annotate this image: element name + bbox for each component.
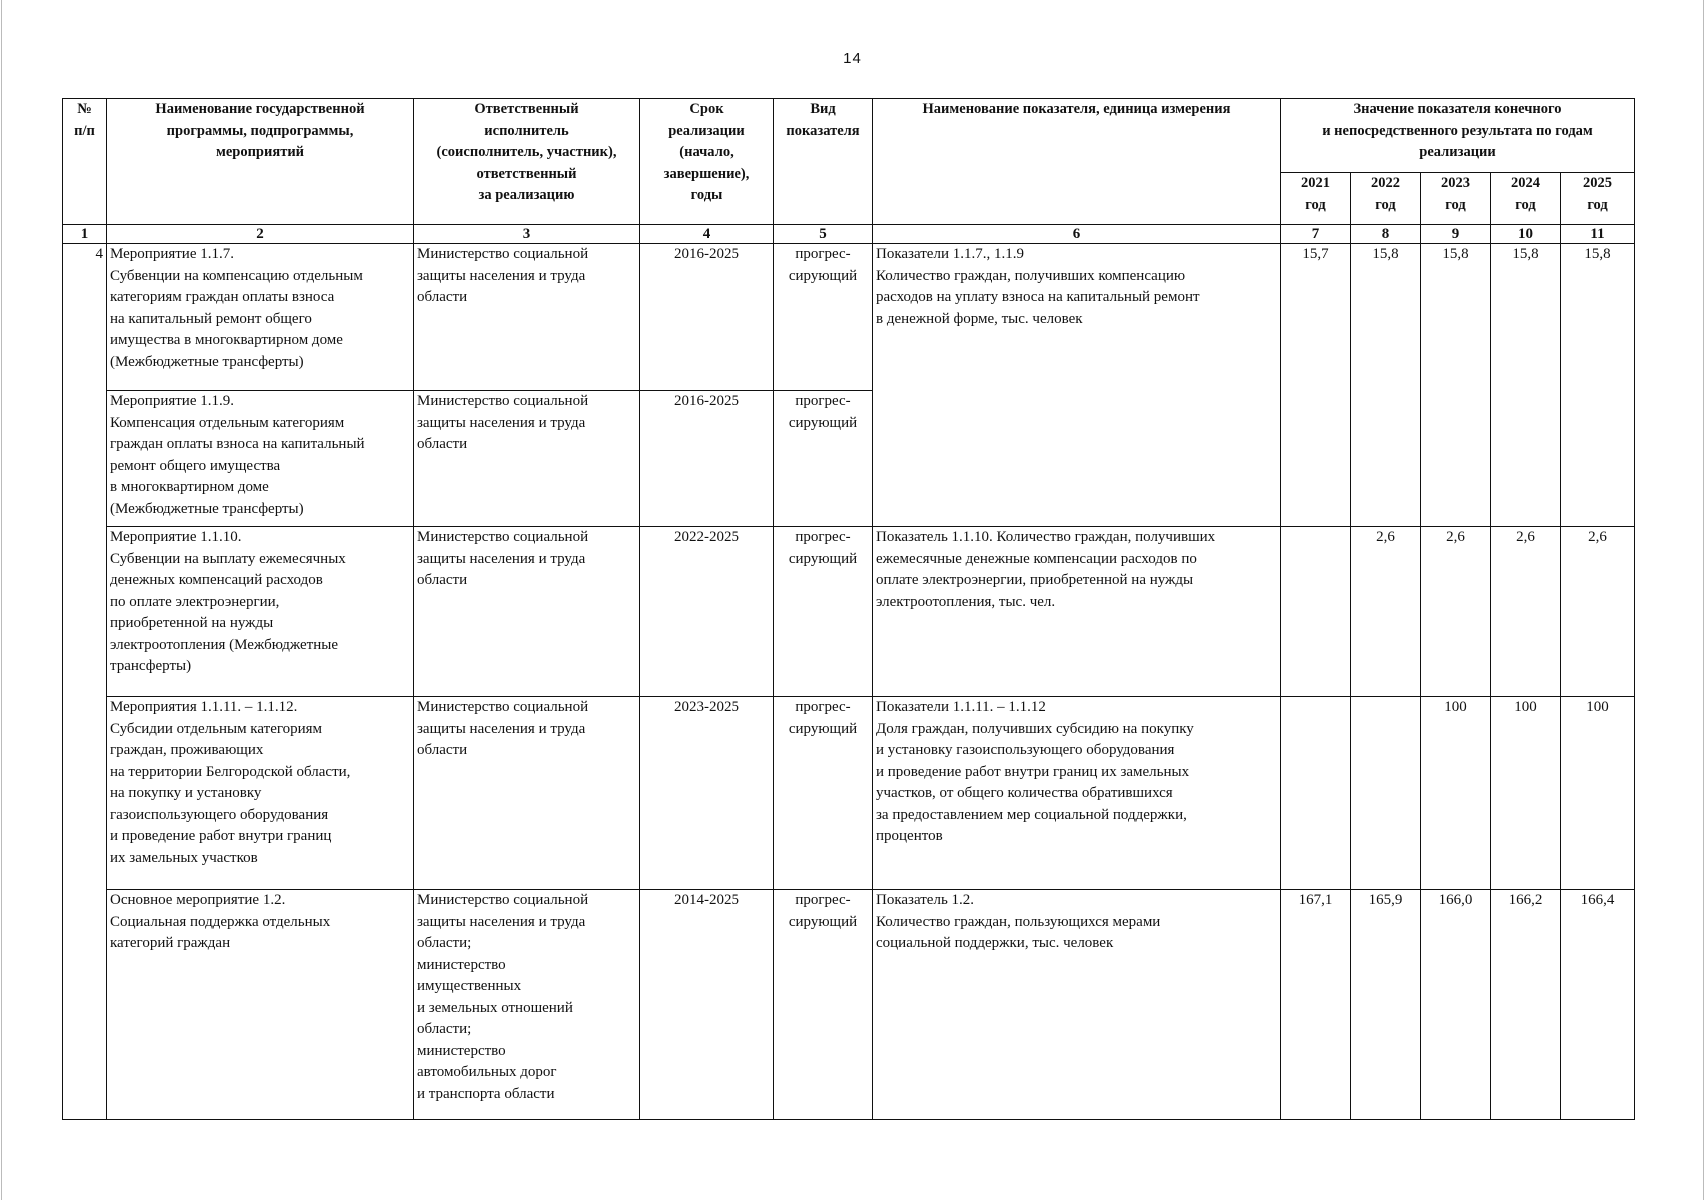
indicator-name: Показатель 1.1.10. Количество граждан, получивших ежемесячные денежные компенсации расходов по оплате электроэнергии, приобретенной на нужды электроотопления, тыс. чел. — [873, 527, 1281, 697]
scan-edge-left — [1, 0, 2, 1200]
header-year-2023: 2023 год — [1421, 173, 1491, 225]
column-number: 10 — [1491, 225, 1561, 244]
measure-name: Основное мероприятие 1.2. Социальная поддержка отдельных категорий граждан — [107, 890, 414, 1120]
value-2021: 167,1 — [1281, 890, 1351, 1120]
period: 2022-2025 — [640, 527, 774, 697]
column-number: 9 — [1421, 225, 1491, 244]
value-2022: 165,9 — [1351, 890, 1421, 1120]
executor: Министерство социальной защиты населения и труда области — [414, 527, 640, 697]
value-2025: 15,8 — [1561, 244, 1635, 527]
value-2022: 15,8 — [1351, 244, 1421, 527]
value-2025: 2,6 — [1561, 527, 1635, 697]
value-2023: 100 — [1421, 697, 1491, 890]
measure-name: Мероприятие 1.1.7. Субвенции на компенсацию отдельным категориям граждан оплаты взноса на капитальный ремонт общего имущества в многоквартирном доме (Межбюджетные трансферты) — [107, 244, 414, 391]
header-year-2024: 2024 год — [1491, 173, 1561, 225]
table-row — [63, 527, 1635, 697]
column-number: 7 — [1281, 225, 1351, 244]
measure-name: Мероприятия 1.1.11. – 1.1.12. Субсидии отдельным категориям граждан, проживающих на территории Белгородской области, на покупку и установку газоиспользующего оборудования и проведение работ внутри границ их замельных участков — [107, 697, 414, 890]
value-2024: 166,2 — [1491, 890, 1561, 1120]
row-number: 4 — [63, 244, 107, 1120]
header-year-2021: 2021 год — [1281, 173, 1351, 225]
header-executor: Ответственный исполнитель (соисполнитель, участник), ответственный за реализацию — [414, 99, 640, 225]
value-2025: 166,4 — [1561, 890, 1635, 1120]
value-2022 — [1351, 697, 1421, 890]
measure-name: Мероприятие 1.1.10. Субвенции на выплату ежемесячных денежных компенсаций расходов по оплате электроэнергии, приобретенной на нужды электроотопления (Межбюджетные трансферты) — [107, 527, 414, 697]
column-number: 4 — [640, 225, 774, 244]
executor: Министерство социальной защиты населения и труда области; министерство имущественных и земельных отношений области; министерство автомобильных дорог и транспорта области — [414, 890, 640, 1120]
indicator-kind: прогрес- сирующий — [774, 697, 873, 890]
header-kind: Вид показателя — [774, 99, 873, 225]
measure-name: Мероприятие 1.1.9. Компенсация отдельным категориям граждан оплаты взноса на капитальный ремонт общего имущества в многоквартирном доме (Межбюджетные трансферты) — [107, 391, 414, 527]
indicator-table — [62, 98, 1635, 1120]
table-row — [63, 697, 1635, 890]
header-values-group: Значение показателя конечного и непосредственного результата по годам реализации — [1281, 99, 1635, 173]
indicator-kind: прогрес- сирующий — [774, 391, 873, 527]
table-row — [63, 890, 1635, 1120]
value-2024: 15,8 — [1491, 244, 1561, 527]
indicator-kind: прогрес- сирующий — [774, 244, 873, 391]
value-2021 — [1281, 697, 1351, 890]
value-2024: 100 — [1491, 697, 1561, 890]
header-program-name: Наименование государственной программы, подпрограммы, мероприятий — [107, 99, 414, 225]
column-number: 8 — [1351, 225, 1421, 244]
header-year-2022: 2022 год — [1351, 173, 1421, 225]
indicator-name: Показатели 1.1.7., 1.1.9 Количество граждан, получивших компенсацию расходов на уплату взноса на капитальный ремонт в денежной форме, тыс. человек — [873, 244, 1281, 527]
executor: Министерство социальной защиты населения и труда области — [414, 697, 640, 890]
value-2023: 2,6 — [1421, 527, 1491, 697]
header-num: № п/п — [63, 99, 107, 225]
value-2021 — [1281, 527, 1351, 697]
indicator-kind: прогрес- сирующий — [774, 890, 873, 1120]
period: 2014-2025 — [640, 890, 774, 1120]
value-2025: 100 — [1561, 697, 1635, 890]
period: 2016-2025 — [640, 244, 774, 391]
indicator-kind: прогрес- сирующий — [774, 527, 873, 697]
column-number-row — [63, 225, 1635, 244]
column-number: 1 — [63, 225, 107, 244]
header-year-2025: 2025 год — [1561, 173, 1635, 225]
page-number: 14 — [843, 50, 862, 67]
column-number: 2 — [107, 225, 414, 244]
column-number: 6 — [873, 225, 1281, 244]
indicator-name: Показатели 1.1.11. – 1.1.12 Доля граждан, получивших субсидию на покупку и установку газоиспользующего оборудования и проведение работ внутри границ их замельных участков, от общего количества обратившихся за предоставлением мер социальной поддержки, процентов — [873, 697, 1281, 890]
indicator-name: Показатель 1.2. Количество граждан, пользующихся мерами социальной поддержки, тыс. человек — [873, 890, 1281, 1120]
column-number: 11 — [1561, 225, 1635, 244]
period: 2023-2025 — [640, 697, 774, 890]
value-2023: 166,0 — [1421, 890, 1491, 1120]
value-2022: 2,6 — [1351, 527, 1421, 697]
column-number: 5 — [774, 225, 873, 244]
header-period: Срок реализации (начало, завершение), годы — [640, 99, 774, 225]
executor: Министерство социальной защиты населения и труда области — [414, 391, 640, 527]
value-2023: 15,8 — [1421, 244, 1491, 527]
column-number: 3 — [414, 225, 640, 244]
value-2024: 2,6 — [1491, 527, 1561, 697]
executor: Министерство социальной защиты населения и труда области — [414, 244, 640, 391]
table-row — [63, 244, 1635, 391]
scan-edge-right — [1703, 0, 1704, 1200]
header-indicator: Наименование показателя, единица измерения — [873, 99, 1281, 225]
value-2021: 15,7 — [1281, 244, 1351, 527]
period: 2016-2025 — [640, 391, 774, 527]
